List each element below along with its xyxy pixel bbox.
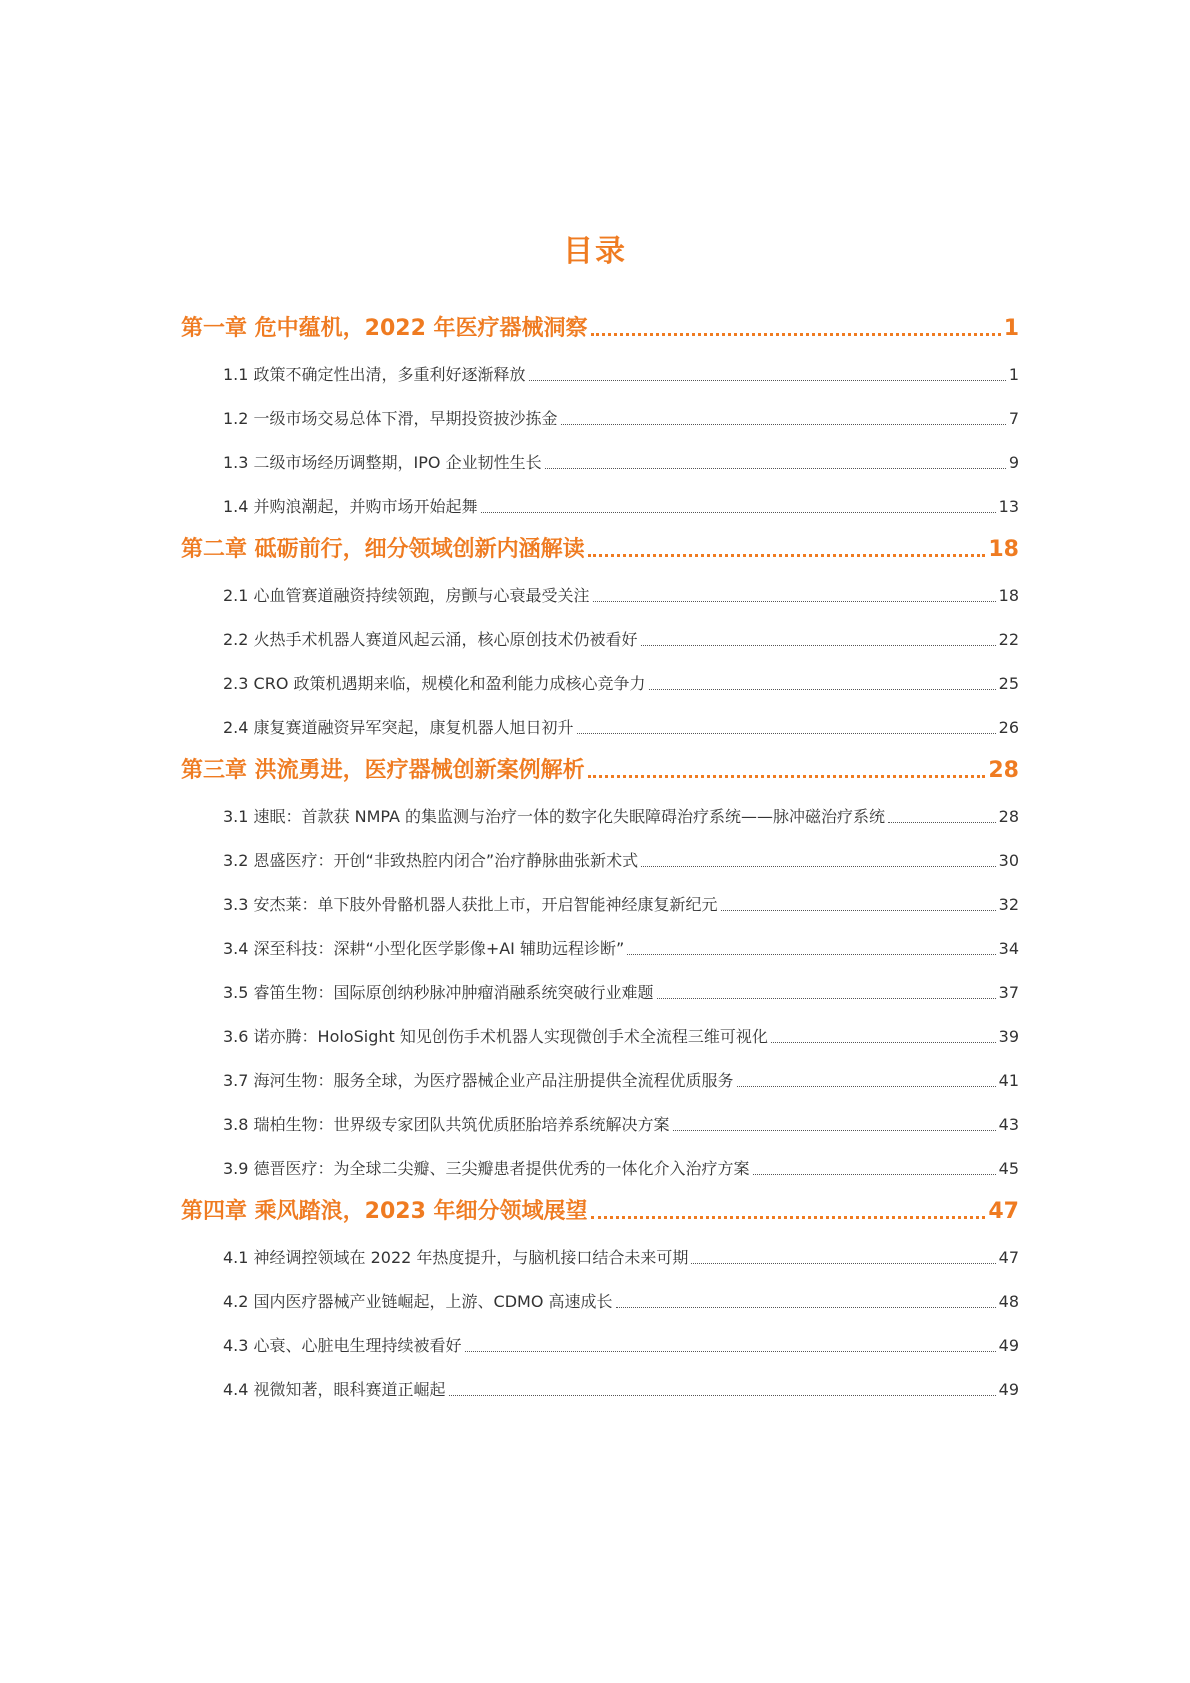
section-title: 4.3 心衰、心脏电生理持续被看好 <box>223 1336 462 1355</box>
dot-leader <box>465 1350 996 1352</box>
chapter-page-number: 47 <box>988 1199 1019 1224</box>
dot-leader <box>627 953 995 955</box>
section-title: 3.5 睿笛生物：国际原创纳秒脉冲肿瘤消融系统突破行业难题 <box>223 983 654 1002</box>
toc-section-2-2[interactable] <box>181 620 1019 652</box>
section-title: 3.3 安杰莱：单下肢外骨骼机器人获批上市，开启智能神经康复新纪元 <box>223 895 718 914</box>
dot-leader <box>616 1306 996 1308</box>
section-title: 1.2 一级市场交易总体下滑，早期投资披沙拣金 <box>223 409 558 428</box>
section-page-number: 13 <box>998 497 1019 516</box>
dot-leader <box>529 379 1006 381</box>
section-page-number: 48 <box>998 1292 1019 1311</box>
section-title: 4.4 视微知著，眼科赛道正崛起 <box>223 1380 446 1399</box>
section-page-number: 32 <box>998 895 1019 914</box>
section-page-number: 7 <box>1008 409 1019 428</box>
toc-chapter-3[interactable] <box>181 752 1019 785</box>
section-title: 3.9 德晋医疗：为全球二尖瓣、三尖瓣患者提供优秀的一体化介入治疗方案 <box>223 1159 750 1178</box>
section-title: 3.2 恩盛医疗：开创“非致热腔内闭合”治疗静脉曲张新术式 <box>223 851 639 870</box>
dot-leader <box>641 644 996 646</box>
chapter-title: 第一章 危中蕴机，2022 年医疗器械洞察 <box>181 316 588 341</box>
chapter-title: 第四章 乘风踏浪，2023 年细分领域展望 <box>181 1199 588 1224</box>
toc-section-1-1[interactable] <box>181 355 1019 387</box>
section-page-number: 39 <box>998 1027 1019 1046</box>
toc-section-3-7[interactable] <box>181 1061 1019 1093</box>
section-page-number: 18 <box>998 586 1019 605</box>
dot-leader <box>591 1215 986 1219</box>
toc-section-2-4[interactable] <box>181 708 1019 740</box>
dot-leader <box>588 774 986 778</box>
section-title: 3.6 诺亦腾：HoloSight 知见创伤手术机器人实现微创手术全流程三维可视化 <box>223 1027 768 1046</box>
toc-section-2-3[interactable] <box>181 664 1019 696</box>
section-title: 3.8 瑞柏生物：世界级专家团队共筑优质胚胎培养系统解决方案 <box>223 1115 670 1134</box>
toc-section-3-6[interactable] <box>181 1017 1019 1049</box>
section-page-number: 49 <box>998 1380 1019 1399</box>
chapter-page-number: 18 <box>988 537 1019 562</box>
toc-section-2-1[interactable] <box>181 576 1019 608</box>
chapter-title: 第三章 洪流勇进，医疗器械创新案例解析 <box>181 758 585 783</box>
toc-section-3-8[interactable] <box>181 1105 1019 1137</box>
toc-chapter-2[interactable] <box>181 531 1019 564</box>
dot-leader <box>577 732 996 734</box>
section-page-number: 41 <box>998 1071 1019 1090</box>
dot-leader <box>481 511 996 513</box>
section-title: 2.4 康复赛道融资异军突起，康复机器人旭日初升 <box>223 718 574 737</box>
section-page-number: 43 <box>998 1115 1019 1134</box>
toc-section-3-4[interactable] <box>181 929 1019 961</box>
section-page-number: 47 <box>998 1248 1019 1267</box>
toc-section-4-4[interactable] <box>181 1370 1019 1402</box>
toc-section-3-2[interactable] <box>181 841 1019 873</box>
table-of-contents <box>181 304 1019 1414</box>
section-title: 3.7 海河生物：服务全球，为医疗器械企业产品注册提供全流程优质服务 <box>223 1071 734 1090</box>
section-page-number: 49 <box>998 1336 1019 1355</box>
section-page-number: 37 <box>998 983 1019 1002</box>
dot-leader <box>545 467 1006 469</box>
section-page-number: 34 <box>998 939 1019 958</box>
page-title: 目录 <box>563 234 627 269</box>
dot-leader <box>591 332 1001 336</box>
toc-section-4-1[interactable] <box>181 1238 1019 1270</box>
dot-leader <box>673 1129 996 1131</box>
toc-section-4-3[interactable] <box>181 1326 1019 1358</box>
toc-chapter-1[interactable] <box>181 310 1019 343</box>
section-page-number: 30 <box>998 851 1019 870</box>
toc-section-1-3[interactable] <box>181 443 1019 475</box>
section-title: 1.4 并购浪潮起，并购市场开始起舞 <box>223 497 478 516</box>
dot-leader <box>657 997 996 999</box>
toc-section-1-4[interactable] <box>181 487 1019 519</box>
section-page-number: 26 <box>998 718 1019 737</box>
toc-section-3-5[interactable] <box>181 973 1019 1005</box>
dot-leader <box>649 688 996 690</box>
chapter-title: 第二章 砥砺前行，细分领域创新内涵解读 <box>181 537 585 562</box>
dot-leader <box>641 865 996 867</box>
section-title: 2.3 CRO 政策机遇期来临，规模化和盈利能力成核心竞争力 <box>223 674 646 693</box>
section-title: 3.4 深至科技：深耕“小型化医学影像+AI 辅助远程诊断” <box>223 939 625 958</box>
section-page-number: 22 <box>998 630 1019 649</box>
section-page-number: 1 <box>1008 365 1019 384</box>
section-title: 1.3 二级市场经历调整期，IPO 企业韧性生长 <box>223 453 542 472</box>
dot-leader <box>588 553 986 557</box>
toc-section-3-9[interactable] <box>181 1149 1019 1181</box>
dot-leader <box>721 909 996 911</box>
section-page-number: 25 <box>998 674 1019 693</box>
toc-section-1-2[interactable] <box>181 399 1019 431</box>
dot-leader <box>593 600 996 602</box>
section-page-number: 28 <box>998 807 1019 826</box>
chapter-page-number: 1 <box>1003 316 1019 341</box>
section-title: 2.1 心血管赛道融资持续领跑，房颤与心衰最受关注 <box>223 586 590 605</box>
section-title: 4.2 国内医疗器械产业链崛起，上游、CDMO 高速成长 <box>223 1292 613 1311</box>
dot-leader <box>771 1041 996 1043</box>
toc-section-4-2[interactable] <box>181 1282 1019 1314</box>
toc-section-3-1[interactable] <box>181 797 1019 829</box>
section-title: 3.1 速眠：首款获 NMPA 的集监测与治疗一体的数字化失眠障碍治疗系统——脉冲磁治疗系统 <box>223 807 886 826</box>
dot-leader <box>737 1085 996 1087</box>
dot-leader <box>888 821 996 823</box>
chapter-page-number: 28 <box>988 758 1019 783</box>
dot-leader <box>561 423 1006 425</box>
section-page-number: 45 <box>998 1159 1019 1178</box>
toc-section-3-3[interactable] <box>181 885 1019 917</box>
toc-chapter-4[interactable] <box>181 1193 1019 1226</box>
section-title: 4.1 神经调控领域在 2022 年热度提升，与脑机接口结合未来可期 <box>223 1248 689 1267</box>
section-title: 1.1 政策不确定性出清，多重利好逐渐释放 <box>223 365 526 384</box>
dot-leader <box>449 1394 996 1396</box>
dot-leader <box>753 1173 996 1175</box>
section-page-number: 9 <box>1008 453 1019 472</box>
section-title: 2.2 火热手术机器人赛道风起云涌，核心原创技术仍被看好 <box>223 630 638 649</box>
dot-leader <box>691 1262 995 1264</box>
